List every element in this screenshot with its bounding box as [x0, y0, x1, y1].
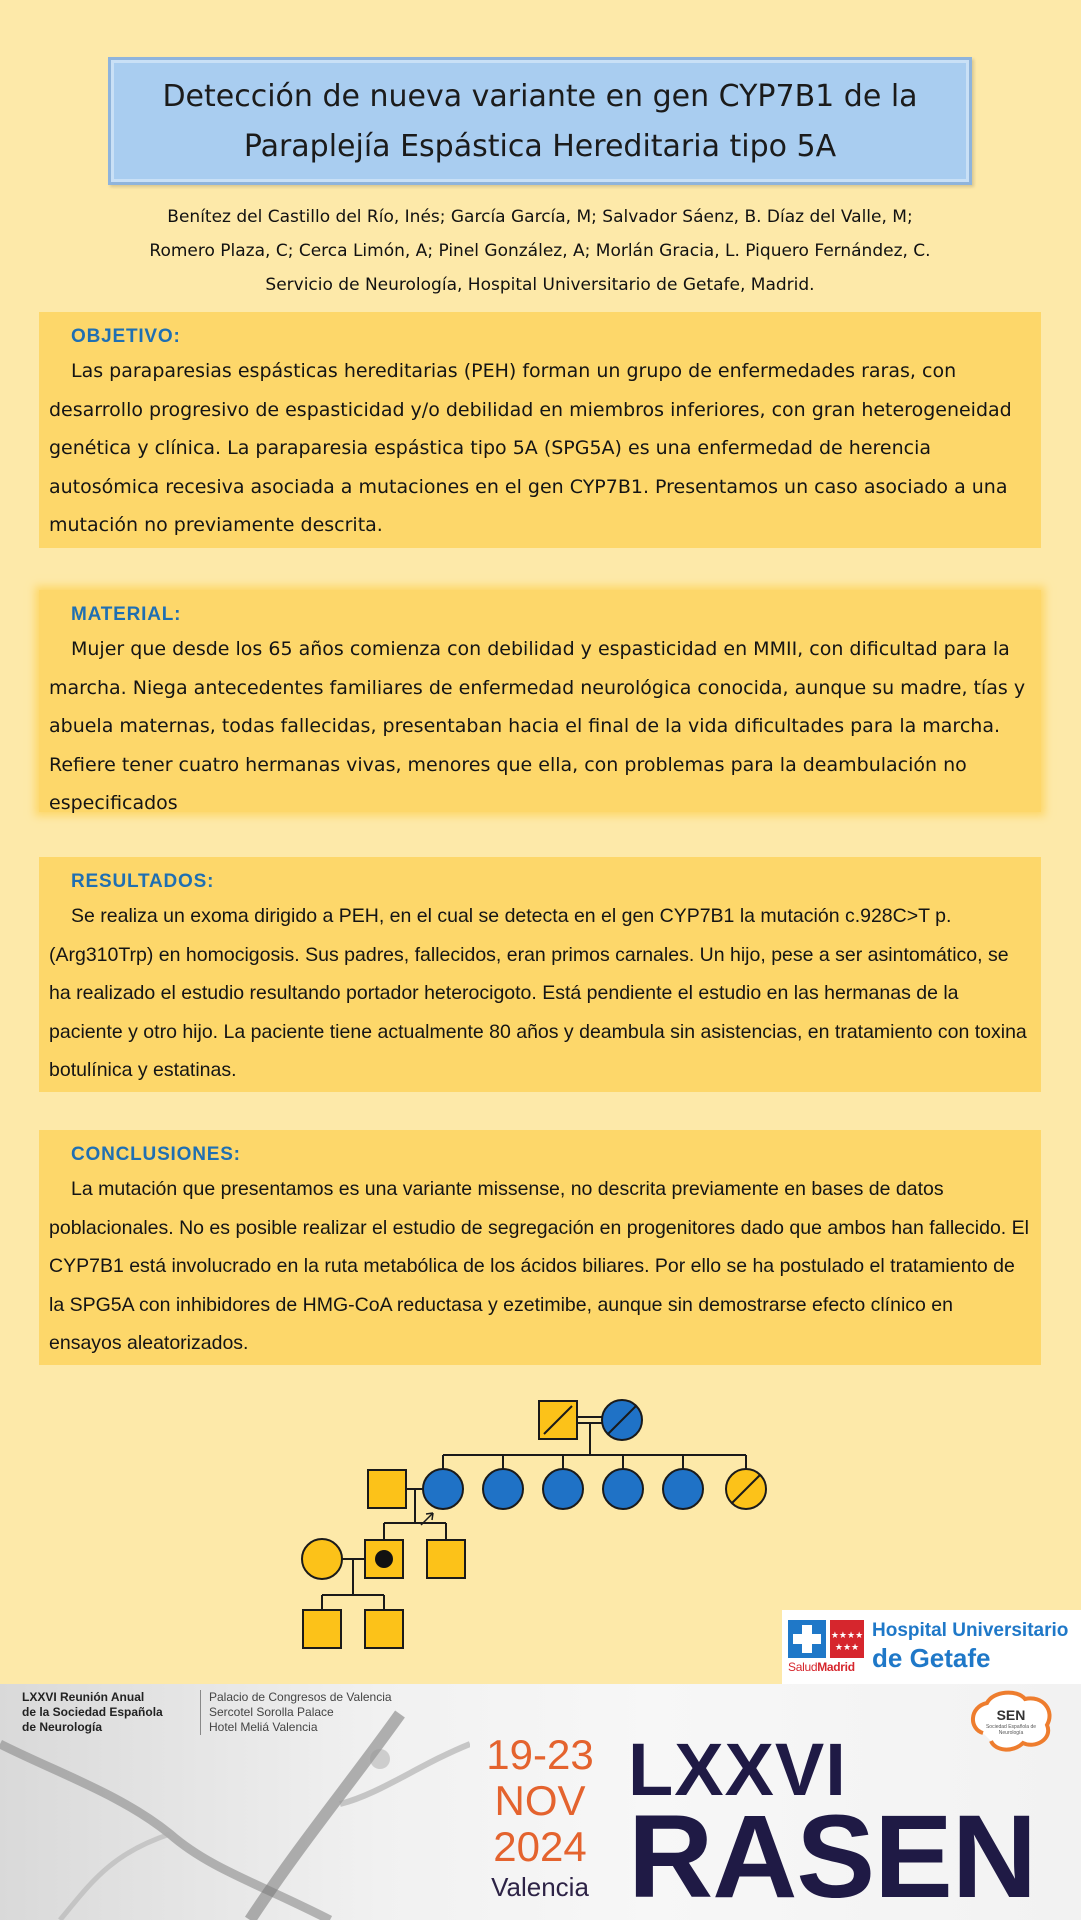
- section-conclusiones: [39, 1130, 1041, 1365]
- pedigree-female: [543, 1469, 583, 1509]
- section-body: Las paraparesias espásticas hereditarias (PEH) forman un grupo de enfermedades raras, con desarrollo progresivo de espasticidad y/o debilidad en miembros inferiores, con gran heterogeneidad genética y clínica. La paraparesia espástica tipo 5A (SPG5A) es una enfermedad de herencia autosómica recesiva asociada a mutaciones en el gen CYP7B1. Presentamos un caso asociado a una mutación no previamente descrita.: [49, 360, 1012, 536]
- pedigree-female: [663, 1469, 703, 1509]
- hospital-name-line-2: de Getafe: [872, 1643, 991, 1673]
- meeting-line: de Neurología: [22, 1720, 103, 1734]
- section-body: La mutación que presentamos es una variante missense, no descrita previamente en bases de datos poblacionales. No es posible realizar el estudio de segregación en progenitores dado que ambos han fallecido. El CYP7B1 está involucrado en la ruta metabólica de los ácidos biliares. Por ello se ha postulado el tratamiento de la SPG5A con inhibidores de HMG-CoA reductasa y ezetimibe, aunque sin demostrarse efecto clínico en ensayos aleatorizados.: [49, 1178, 1029, 1354]
- pedigree-male: [303, 1610, 341, 1648]
- salud-madrid-label: SaludMadrid: [788, 1660, 855, 1674]
- congress-dates: [480, 1732, 600, 1870]
- author-block: [100, 200, 980, 302]
- meeting-line: de la Sociedad Española: [22, 1705, 163, 1719]
- sen-logo: [965, 1689, 1057, 1755]
- venue-line: Hotel Meliá Valencia: [209, 1720, 318, 1734]
- section-objetivo: [39, 312, 1041, 548]
- pedigree-male: [365, 1610, 403, 1648]
- section-body: Se realiza un exoma dirigido a PEH, en el cual se detecta en el gen CYP7B1 la mutación c.928C>T p.(Arg310Trp) en homocigosis. Sus padres, fallecidos, eran primos carnales. Un hijo, pese a ser asintomático, se ha realizado el estudio resultando portador heterocigoto. Está pendiente el estudio en las hermanas de la paciente y otro hijo. La paciente tiene actualmente 80 años y deambula sin asistencias, en tratamiento con toxina botulínica y estatinas.: [49, 905, 1027, 1081]
- authors-line-1: Benítez del Castillo del Río, Inés; García García, M; Salvador Sáenz, B. Díaz del Valle, M;: [167, 207, 913, 227]
- venue-line: Palacio de Congresos de Valencia: [209, 1690, 392, 1704]
- section-material: [39, 590, 1041, 812]
- date-days: 19-23: [486, 1731, 594, 1778]
- sen-subtitle: Sociedad Española de Neurología: [985, 1724, 1037, 1736]
- section-heading: MATERIAL:: [71, 604, 182, 625]
- congress-city: Valencia: [491, 1872, 589, 1902]
- affiliation: Servicio de Neurología, Hospital Universitario de Getafe, Madrid.: [265, 275, 815, 295]
- pedigree-female: [603, 1469, 643, 1509]
- title-line-2: Paraplejía Espástica Hereditaria tipo 5A: [243, 129, 837, 164]
- venue-list: [200, 1690, 392, 1735]
- sen-label: SEN: [996, 1707, 1026, 1723]
- svg-text:★★★★: ★★★★: [830, 1631, 864, 1641]
- pedigree-male: [368, 1470, 406, 1508]
- congress-name: RASEN: [628, 1791, 1037, 1920]
- meeting-line: LXXVI Reunión Anual: [22, 1690, 145, 1704]
- pedigree-male: [427, 1540, 465, 1578]
- pedigree-female: [483, 1469, 523, 1509]
- date-year: 2024: [493, 1823, 587, 1870]
- hospital-name: [872, 1620, 1081, 1674]
- meeting-name: [22, 1690, 163, 1735]
- date-month: NOV: [494, 1777, 586, 1824]
- salud-madrid-logo-icon: [788, 1616, 868, 1660]
- svg-text:★★★: ★★★: [834, 1643, 860, 1653]
- congress-banner: [0, 1684, 1081, 1920]
- section-resultados: [39, 857, 1041, 1092]
- section-heading: CONCLUSIONES:: [71, 1144, 241, 1165]
- section-heading: RESULTADOS:: [71, 871, 215, 892]
- hospital-logo: [782, 1610, 1081, 1684]
- carrier-dot: [375, 1550, 393, 1568]
- hospital-name-line-1: Hospital Universitario: [872, 1620, 1069, 1641]
- title-line-1: Detección de nueva variante en gen CYP7B1 de la: [162, 79, 918, 114]
- section-body: Mujer que desde los 65 años comienza con debilidad y espasticidad en MMII, con dificultad para la marcha. Niega antecedentes familiares de enfermedad neurológica conocida, aunque su madre, tías y abuela maternas, todas fallecidas, presentaban hacia el final de la vida dificultades para la marcha. Refiere tener cuatro hermanas vivas, menores que ella, con problemas para la deambulación no especificados: [49, 638, 1026, 814]
- congress-edition: LXXVI: [628, 1728, 847, 1811]
- pedigree-diagram: [290, 1385, 780, 1655]
- section-heading: OBJETIVO:: [71, 326, 181, 347]
- pedigree-female: [302, 1539, 342, 1579]
- venue-line: Sercotel Sorolla Palace: [209, 1705, 334, 1719]
- poster-title: [108, 57, 972, 185]
- pedigree-female-proband: [423, 1469, 463, 1509]
- authors-line-2: Romero Plaza, C; Cerca Limón, A; Pinel González, A; Morlán Gracia, L. Piquero Fernández, C.: [149, 241, 931, 261]
